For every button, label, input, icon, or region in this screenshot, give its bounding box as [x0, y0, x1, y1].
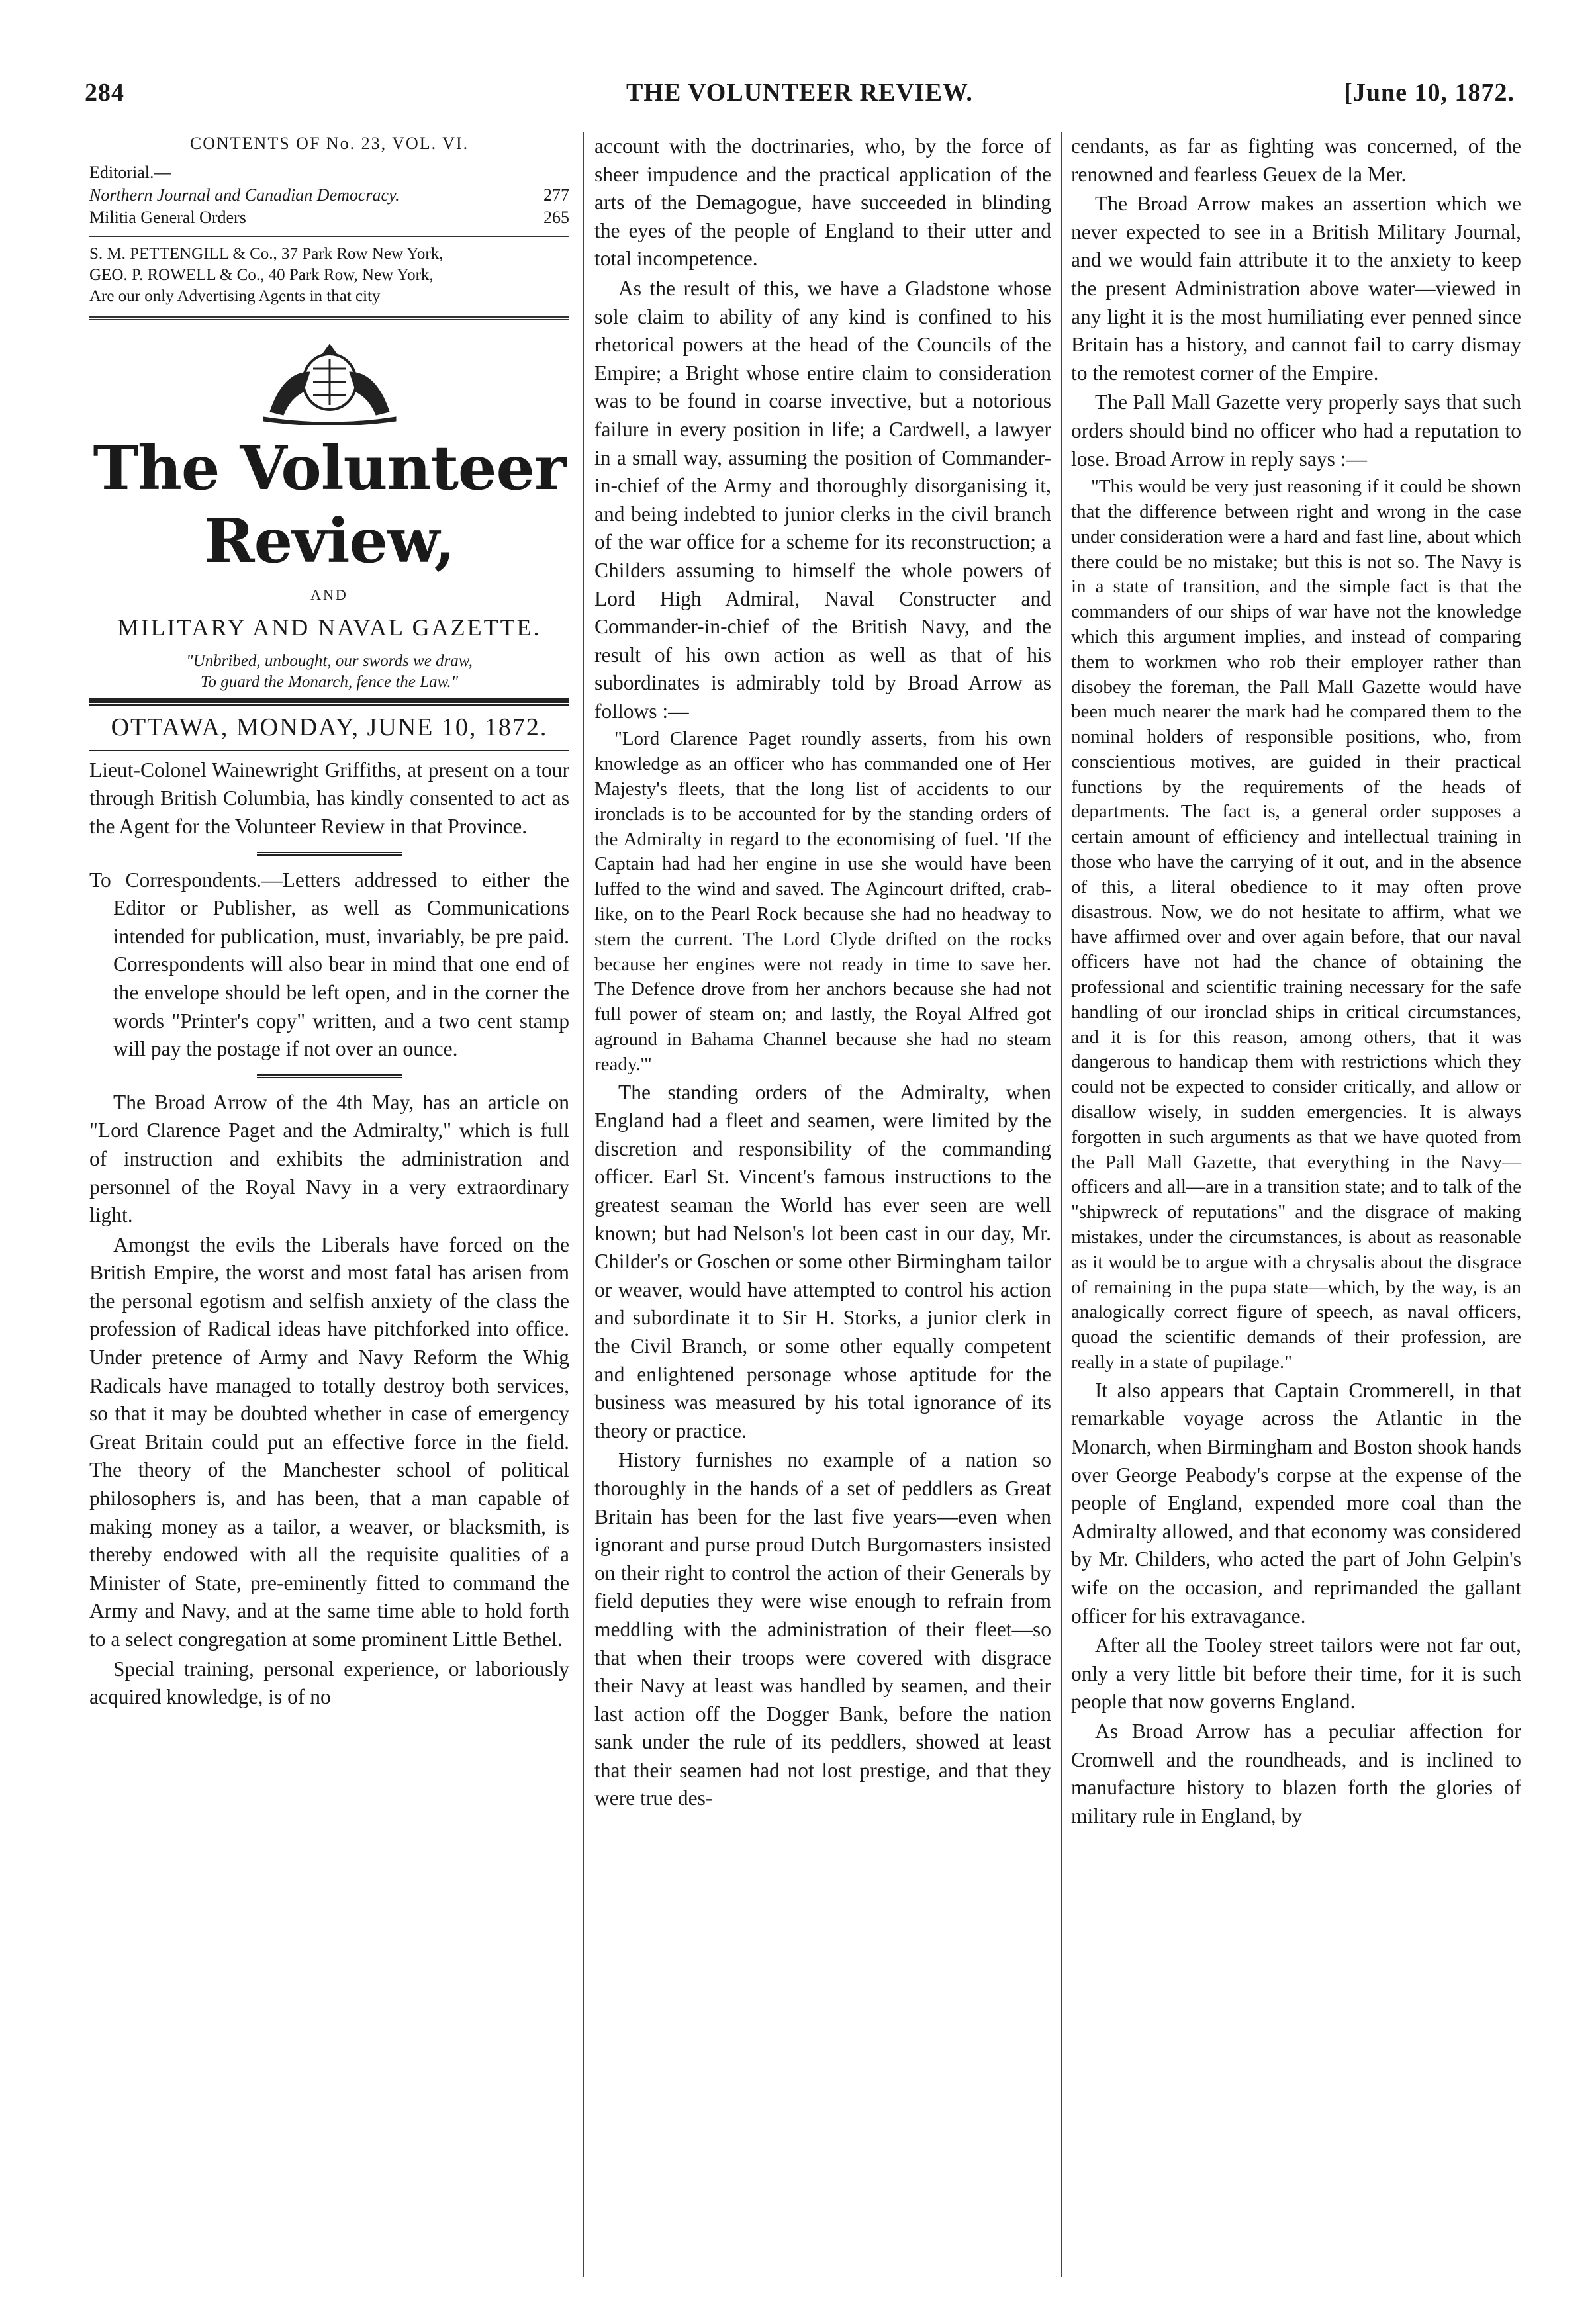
contents-section: Editorial.—: [89, 163, 171, 182]
dateline: OTTAWA, MONDAY, JUNE 10, 1872.: [111, 714, 548, 742]
contents-item: Militia General Orders 265: [89, 208, 569, 227]
article-paragraph: Lieut-Colonel Wainewright Griffiths, at present on a tour through British Columbia, has kindly consented to act as the Agent for the Volunteer Review in that Province.: [89, 758, 569, 838]
article-paragraph: Special training, personal experience, or laboriously acquired knowledge, is of no: [89, 1657, 569, 1709]
article-paragraph: History furnishes no example of a nation so thoroughly in the hands of a set of peddlers as Great Britain has been for the last five years—even when ignorant and purse proud Dutch Burgomasters insisted on their right to control the action of their Generals by field deputies they were wise enough to refrain from meddling with the administration of their fleet—so that when their troops were covered with disgrace their Navy at least was handled by seamen, and their last action off the Dogger Bank, before the nation sank under the rule of its peddlers, showed at least that their seamen had not lost prestige, and that they were true des-: [594, 1448, 1051, 1810]
article-paragraph: The Broad Arrow of the 4th May, has an article on "Lord Clarence Paget and the Admiralty," which is full of instruction and exhibits the administration and personnel of the Royal Navy in a very extraordinary light.: [89, 1090, 569, 1227]
article-paragraph: The standing orders of the Admiralty, when England had a fleet and seamen, were limited by the discretion and responsibility of the commanding officer. Earl St. Vincent's famous instructions to the greatest seaman the World has ever seen are well known; but had Nelson's lot been cast in our day, Mr. Childer's or Goschen or some other Birmingham tailor or weaver, would have attempted to control his action and subordinate it to Sir H. Storks, a junior clerk in the Civil Branch, or some other equally competent and enlightened personage whose aptitude for the business was measured by his total ignorance of its theory or practice.: [594, 1080, 1051, 1442]
masthead-subtitle: MILITARY AND NAVAL GAZETTE.: [117, 614, 541, 641]
article-paragraph: account with the doctrinaries, who, by the force of sheer impudence and the practical application of the arts of the Demagogue, have succeeded in blinding the eyes of the people of England to their utter and total incompetence.: [594, 134, 1051, 271]
masthead-motto: "Unbribed, unbought, our swords we draw, To guard the Monarch, fence the Law.": [186, 652, 473, 692]
column-rule-right: [1061, 132, 1062, 2277]
article-paragraph: cendants, as far as fighting was concerned, of the renowned and fearless Geuex de la Mer.: [1071, 134, 1521, 186]
running-head: [85, 78, 1515, 118]
issue-date: [June 10, 1872.: [1344, 79, 1515, 107]
article-paragraph: To Correspondents.—Letters addressed to either the Editor or Publisher, as well as Communications intended for publication, must, invariably, be pre paid. Correspondents will also bear in mind that one end of the envelope should be left open, and in the corner the words "Printer's copy" written, and a two cent stamp will pay the postage if not over an ounce.: [89, 868, 569, 1061]
article-paragraph: The Pall Mall Gazette very properly says that such orders should bind no officer who had a reputation to lose. Broad Arrow in reply says :—: [1071, 391, 1521, 471]
masthead-and: AND: [310, 586, 348, 603]
quoted-paragraph: "Lord Clarence Paget roundly asserts, from his own knowledge as an officer who has commanded one of Her Majesty's fleets, that the long list of accidents to our ironclads is to be accounted for by the standing orders of the Admiralty in regard to the economising of fuel. 'If the Captain had had her engine in use she would have been luffed to the wind and saved. The Agincourt drifted, crab-like, on to the Pearl Rock because she had no headway to stem the current. The Lord Clyde drifted on the rocks because her engines were not ready in time to save her. The Defence drove from her anchors because she had not full power of steam on; and lastly, the Royal Alfred got aground in Bahama Channel because she had no steam ready.'": [594, 728, 1051, 1075]
column-rule-left: [583, 132, 584, 2277]
column-1: [89, 132, 569, 1713]
article-paragraph: Amongst the evils the Liberals have forced on the British Empire, the worst and most fatal has arisen from the personal egotism and selfish anxiety of the class the profession of Radical ideas have pitchforked into office. Under pretence of Army and Navy Reform the Whig Radicals have managed to totally destroy both services, so that it may be doubted whether in case of emergency Great Britain could put an effective force in the field. The theory of the Manchester school of political philosophers is, and has been, that a man capable of making money as a tailor, a weaver, or blacksmith, is thereby endowed with all the requisite qualities of a Minister of State, pre-eminently fitted to command the Army and Navy, and at the same time able to hold forth to a select congregation at some prominent Little Bethel.: [89, 1232, 569, 1651]
running-title: THE VOLUNTEER REVIEW.: [626, 79, 973, 107]
advertising-agents: S. M. PETTENGILL & Co., 37 Park Row New York, GEO. P. ROWELL & Co., 40 Park Row, New York, Are our only Advertising Agents in that city: [89, 245, 444, 305]
article-paragraph: As Broad Arrow has a peculiar affection for Cromwell and the roundheads, and is inclined to manufacture history to blazen forth the glories of military rule in England, by: [1071, 1719, 1521, 1827]
masthead-title: The Volunteer Review,: [93, 432, 566, 577]
royal-crest-icon: [250, 332, 409, 425]
contents-box: [89, 132, 569, 320]
article-paragraph: As the result of this, we have a Gladstone whose sole claim to ability of any kind is confined to his rhetorical powers at the head of the Councils of the Empire; a Bright whose entire claim to consideration was to be found in coarse invective, but a notorious failure in every position in life; a Cardwell, a lawyer in a small way, assuming the position of Commander-in-chief of the Army and thoroughly disorganising it, and being indebted to junior clerks in the civil branch of the war office for a scheme for its reconstruction; a Childers assuming to himself the whole powers of Lord High Admiral, Naval Constructer and Commander-in-chief of the British Navy, and the result of his own action as well as that of his subordinates is admirably told by Broad Arrow as follows :—: [594, 276, 1051, 723]
column-2: [594, 132, 1051, 1814]
article-paragraph: After all the Tooley street tailors were not far out, only a very little bit before their time, for it is such people that now governs England.: [1071, 1634, 1521, 1714]
article-paragraph: It also appears that Captain Crommerell, in that remarkable voyage across the Atlantic in the Monarch, when Birmingham and Boston shook hands over George Peabody's corpse at the expense of the people of England, expended more coal than the Admiralty allowed, and that economy was considered by Mr. Childers, who acted the part of John Gelpin's wife on the occasion, and reprimanded the gallant officer for his extravagance.: [1071, 1378, 1521, 1628]
contents-heading: CONTENTS OF No. 23, VOL. VI.: [189, 134, 469, 153]
article-paragraph: The Broad Arrow makes an assertion which we never expected to see in a British Military Journal, and we would fain attribute it to the anxiety to keep the present Administration above water—viewed in any light it is the most humiliating ever penned since Britain has a history, and cannot fail to carry dismay to the remotest corner of the Empire.: [1071, 192, 1521, 385]
contents-item: Northern Journal and Canadian Democracy. 277: [89, 185, 569, 205]
page-number: 284: [85, 79, 124, 107]
column-3: [1071, 132, 1521, 1831]
quoted-paragraph: "This would be very just reasoning if it could be shown that the difference between right and wrong in the case under consideration were a hard and fast line, about which there could be no mistake; but this is not so. The Navy is in a state of transition, and the simple fact is that the commanders of our ships of war have not the knowledge which this argument implies, and instead of comparing them to workmen who rob their employer rather than disobey the foreman, the Pall Mall Gazette would have been much nearer the mark had he compared them to the nominal holders of responsible positions, who, from conscientious motives, are guided in their practical functions by the requirements of the heads of departments. The fact is, a general order supposes a certain amount of efficiency and intellectual training in those who have the carrying of it out, and in the absence of this, a literal obedience to it may often prove disastrous. Now, we do not hesitate to affirm, what we have affirmed over and over again before, that our naval officers have not had the chance of obtaining the professional and scientific training necessary for the safe handling of our ironclad ships in critical circumstances, and it is for this reason, among others, that it was dangerous to handicap them with restrictions which they could not be expected to consider critically, and allow or disallow wisely, in sudden emergencies. It is always forgotten in such arguments as that we have quoted from the Pall Mall Gazette, that everything in the Navy—officers and all—are in a transition state; and to talk of the "shipwreck of reputations" and the disgrace of making mistakes, under the circumstances, is about as reasonable as it would be to argue with a chrysalis about the disgrace of remaining in the pupa state—which, by the way, is an analogically correct figure of speech, as naval officers, quoad the scientific demands of their profession, are really in a state of pupilage.": [1071, 476, 1521, 1373]
